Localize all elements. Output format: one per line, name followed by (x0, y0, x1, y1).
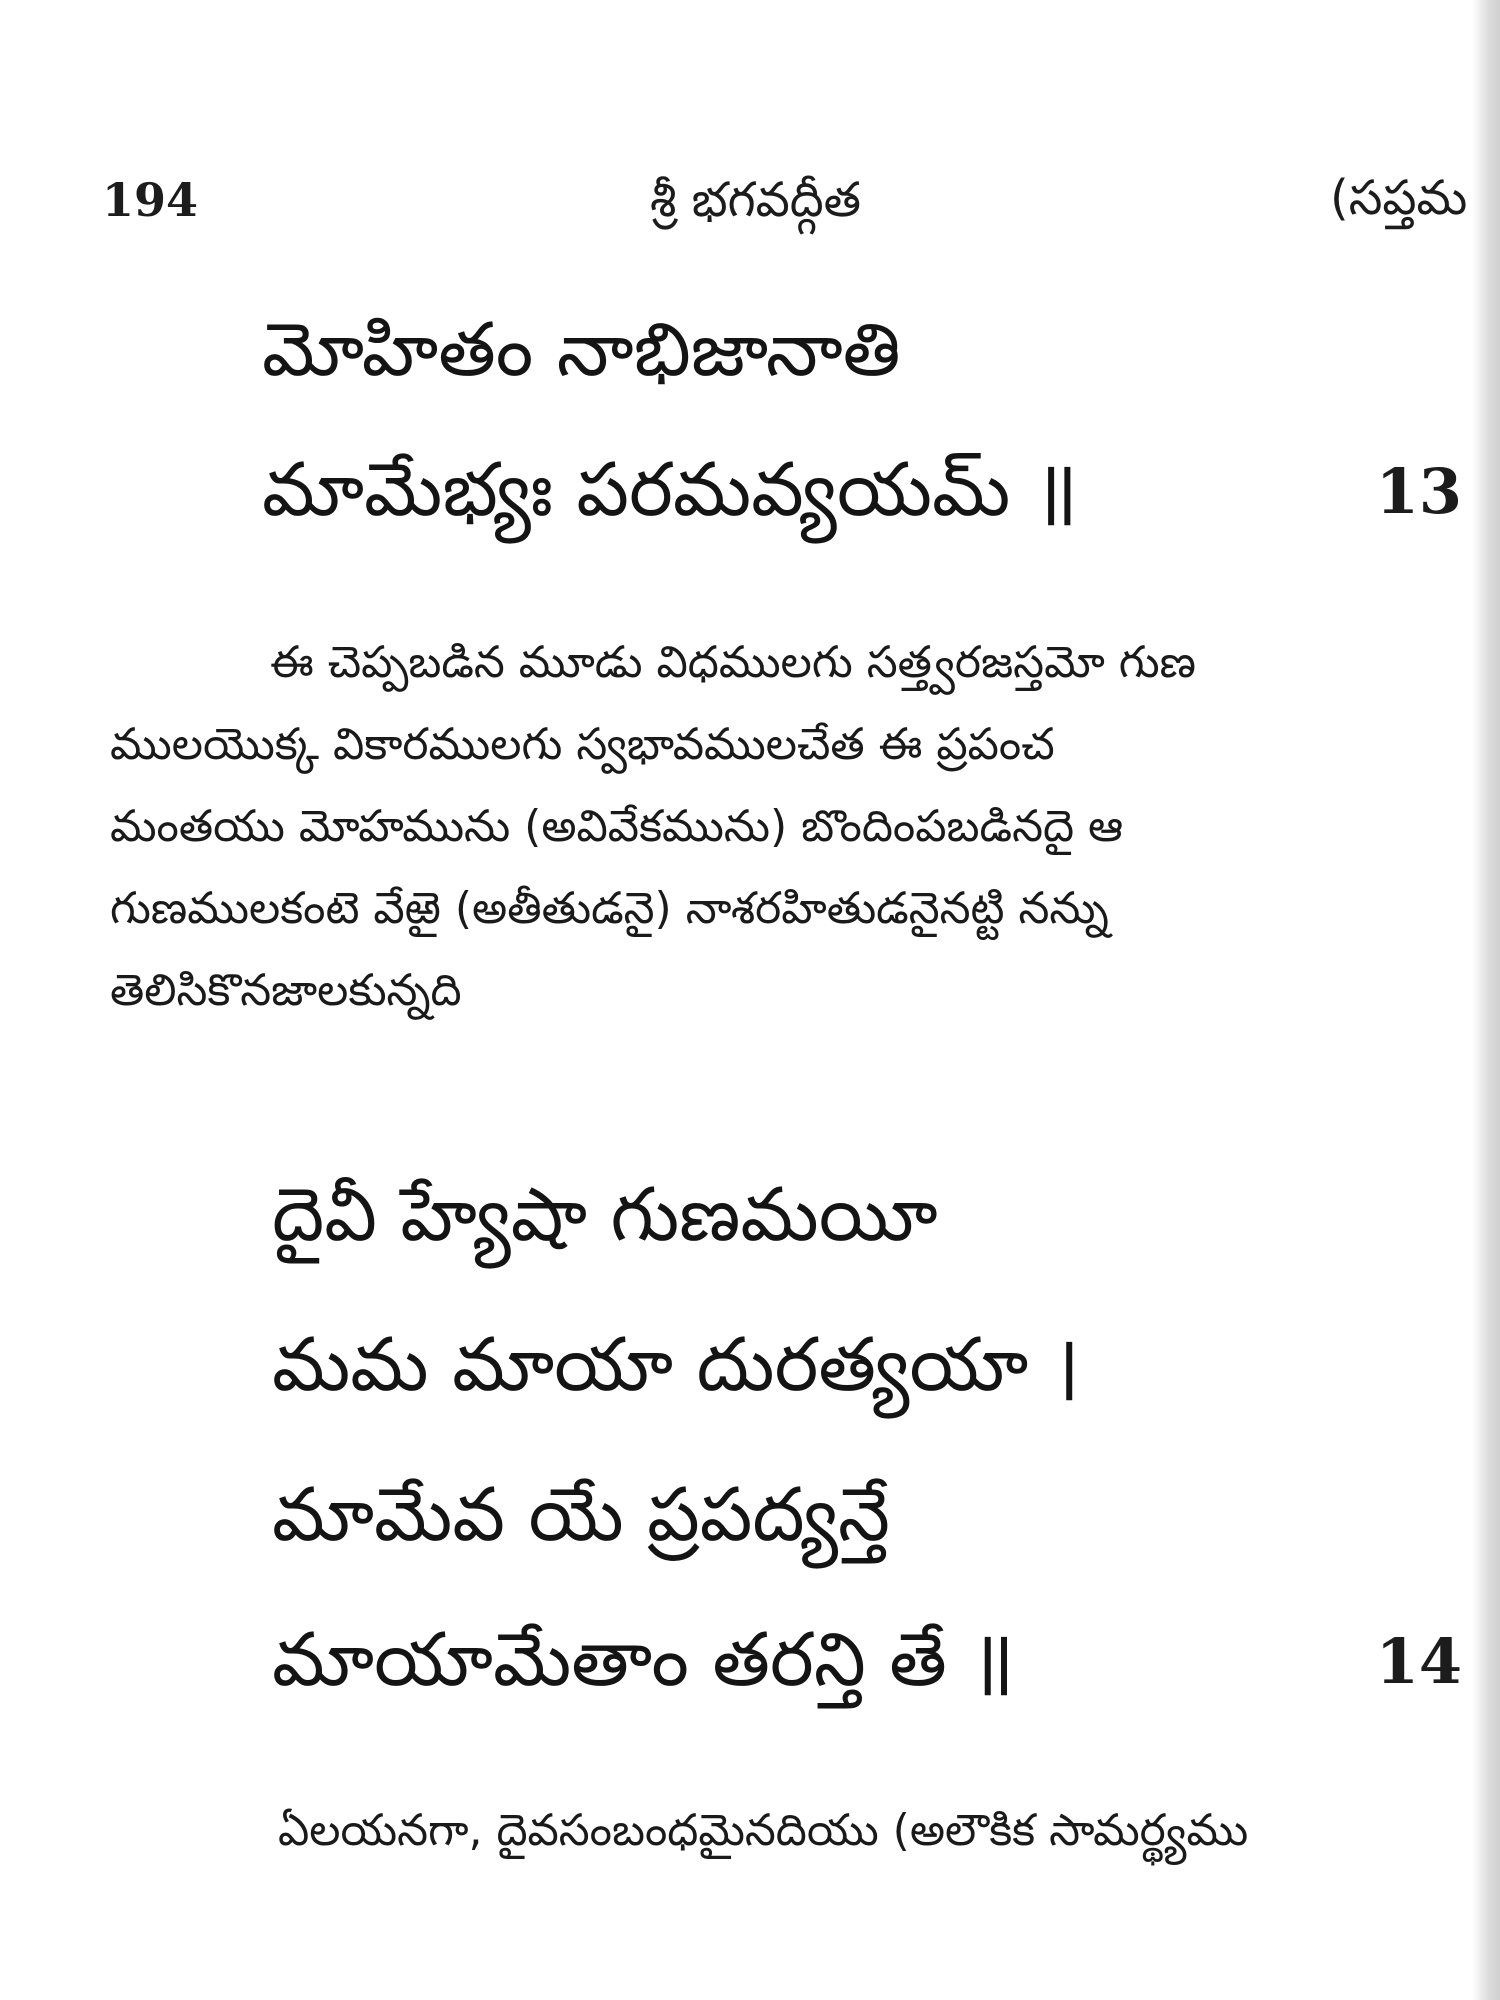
commentary-13 (110, 622, 1470, 1032)
verse-14-line-2: మమ మాయా దురత్యయా । (272, 1322, 1080, 1408)
commentary-13-line-3: మంతయు మోహమును (అవివేకమును) బొందింపబడినదై ఆ (110, 801, 1124, 852)
verse-13-line-2: మామేభ్యః పరమవ్యయమ్ ॥ (262, 447, 1079, 533)
commentary-13-line-2: ములయొక్క వికారములగు స్వభావములచేత ఈ ప్రపంచ (110, 719, 1055, 770)
page-number: 194 (102, 173, 199, 227)
verse-14-line-1: దైవీ హ్యేషా గుణమయీ (272, 1172, 938, 1258)
verse-13-line-1: మోహితం నాభిజానాతి (262, 307, 901, 393)
verse-13-number: 13 (1375, 455, 1462, 528)
running-header-title: శ్రీ భగవద్గీత (650, 172, 862, 228)
commentary-13-line-1: ఈ చెప్పబడిన మూడు విధములగు సత్త్వరజస్తమో గుణ (270, 637, 1196, 688)
commentary-14 (278, 1790, 1478, 1872)
running-header-chapter: (సప్తమ (1330, 170, 1468, 226)
verse-14-line-3: మామేవ యే ప్రపద్యన్తే (272, 1472, 890, 1558)
verse-14-number: 14 (1375, 1625, 1462, 1698)
commentary-13-line-4: గుణములకంటె వేఱై (అతీతుడనై) నాశరహితుడనైనట్టి నన్ను (110, 883, 1109, 934)
page-edge-shadow (1472, 0, 1500, 2000)
commentary-13-line-5: తెలిసికొనజాలకున్నది (110, 965, 462, 1016)
commentary-14-line-1: ఏలయనగా, దైవసంబంధమైనదియు (అలౌకిక సామర్థ్యము (278, 1805, 1249, 1856)
verse-14-line-4: మాయామేతాం తరన్తి తే ॥ (272, 1617, 1015, 1703)
